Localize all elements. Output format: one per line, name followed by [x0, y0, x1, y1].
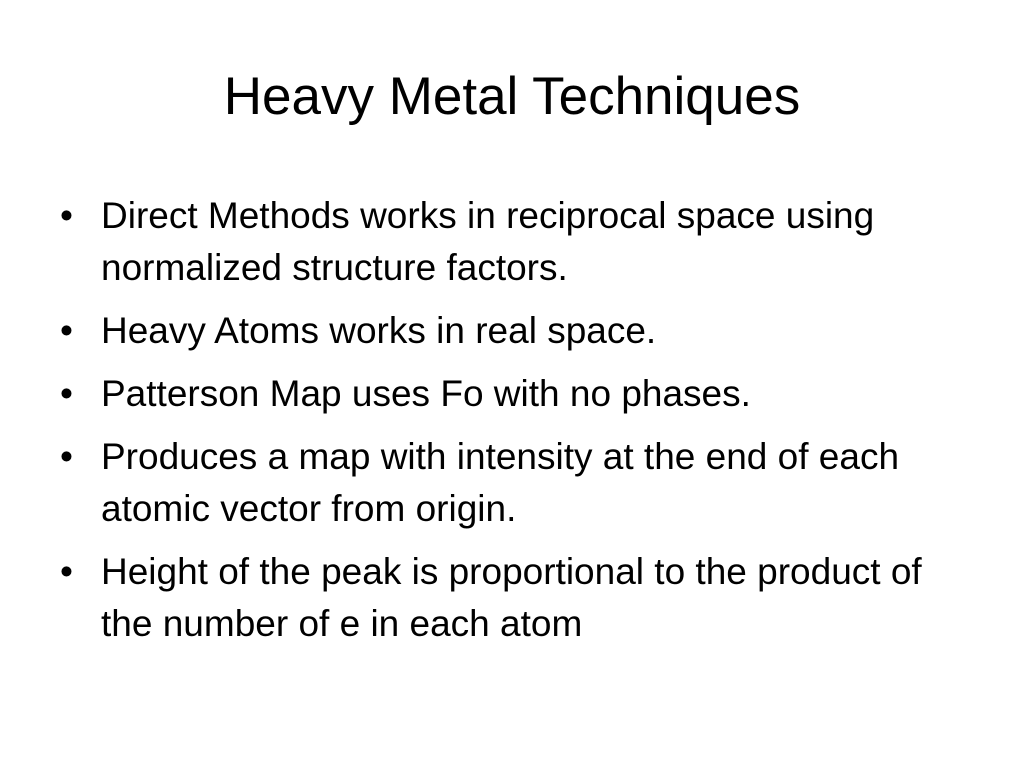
bullet-text: Produces a map with intensity at the end of each atomic vector from origin.: [101, 436, 900, 529]
bullet-item: [60, 190, 960, 294]
bullet-text: Height of the peak is proportional to the product of the number of e in each atom: [101, 551, 922, 644]
bullet-item: [60, 368, 960, 420]
bullet-list: [60, 190, 960, 661]
bullet-point-icon: •: [60, 373, 73, 414]
bullet-item: [60, 546, 960, 650]
bullet-text: Direct Methods works in reciprocal space using normalized structure factors.: [101, 195, 875, 288]
slide-title: Heavy Metal Techniques: [223, 67, 801, 126]
bullet-point-icon: •: [60, 551, 73, 592]
bullet-text: Patterson Map uses Fo with no phases.: [101, 373, 751, 414]
bullet-point-icon: •: [60, 195, 73, 236]
bullet-text: Heavy Atoms works in real space.: [101, 310, 657, 351]
bullet-item: [60, 305, 960, 357]
bullet-point-icon: •: [60, 436, 73, 477]
bullet-point-icon: •: [60, 310, 73, 351]
bullet-item: [60, 431, 960, 535]
